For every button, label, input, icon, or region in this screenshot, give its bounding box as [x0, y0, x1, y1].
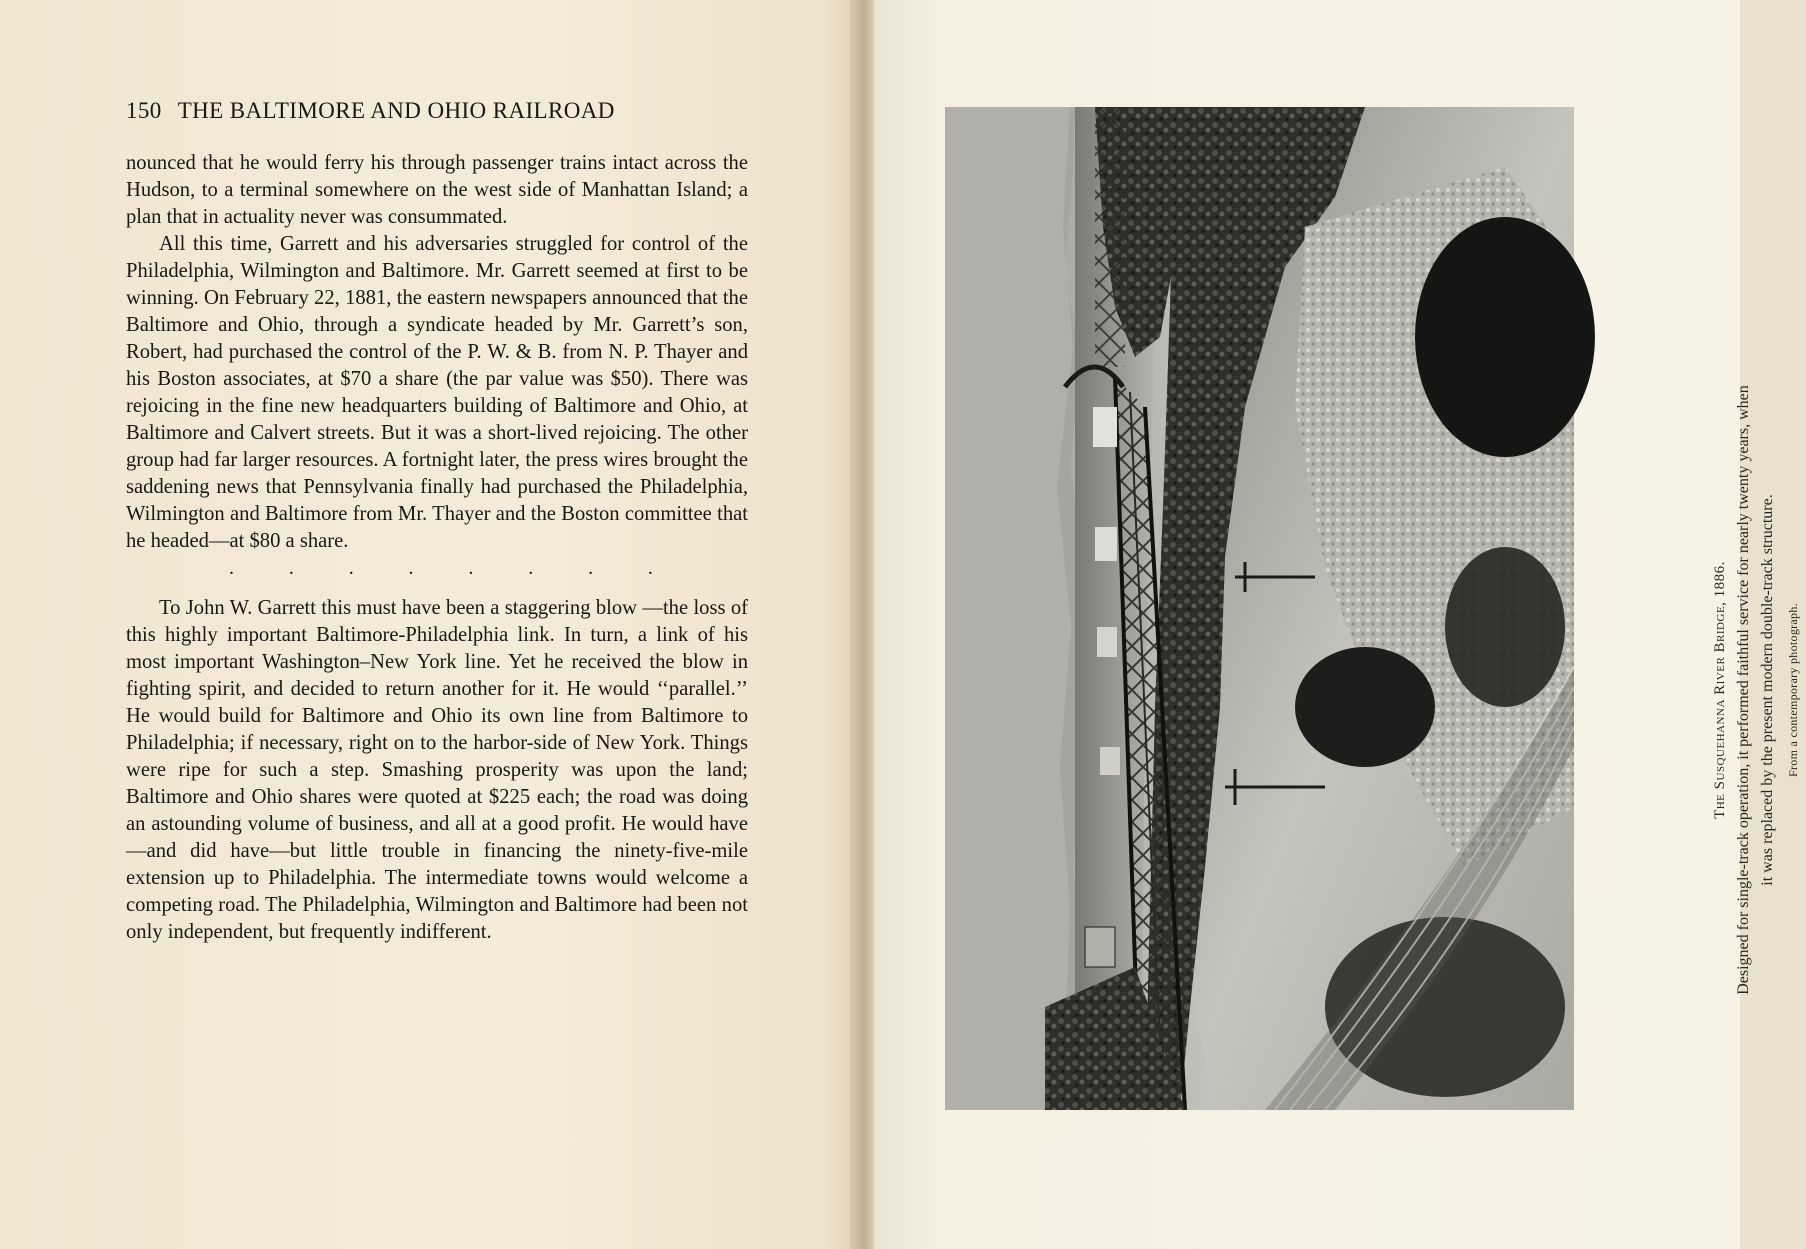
section-break: [229, 557, 653, 579]
caption-line-1: Designed for single-track operation, it performed faithful service for nearly twenty years, when: [1735, 385, 1752, 995]
running-head: [126, 98, 746, 124]
caption-line-2: it was replaced by the present modern double-track structure.: [1759, 494, 1776, 886]
section-break-dot: .: [348, 557, 354, 579]
running-head-title: THE BALTIMORE AND OHIO RAILROAD: [177, 98, 615, 123]
section-break-dot: .: [408, 557, 414, 579]
section-break-dot: .: [647, 557, 653, 579]
caption-title: The Susquehanna River Bridge, 1886.: [1712, 561, 1728, 819]
section-break-dot: .: [468, 557, 474, 579]
body-text: [126, 150, 748, 946]
section-break-dot: .: [288, 557, 294, 579]
left-page: [0, 0, 862, 1249]
bridge-photograph: [945, 107, 1574, 1110]
caption-credit: From a contemporary photograph.: [1786, 603, 1800, 777]
paragraph-3: To John W. Garrett this must have been a staggering blow —the loss of this highly important Baltimore-Philadelphia link. In turn, a link of his most important Washington–New York line. Yet he received the blow in fighting spirit, and decided to return another for it. He would ‘‘parallel.’’ He would build for Baltimore and Ohio its own line from Baltimore to Philadelphia; if necessary, right on to the harbor-side of New York. Things were ripe for such a step. Smashing prosperity was upon the land; Baltimore and Ohio shares were quoted at $225 each; the road was doing an astounding volume of business, and all at a good profit. He would have—and did have—but little trouble in financing the ninety-five-mile extension up to Philadelphia. The intermediate towns would welcome a competing road. The Philadelphia, Wilmington and Baltimore had been not only independent, but frequently indifferent.: [126, 597, 748, 943]
page-number: 150: [126, 98, 162, 123]
section-break-dot: .: [229, 557, 234, 579]
paragraph-1: nounced that he would ferry his through passenger trains intact across the Hudson, to a terminal somewhere on the west side of Manhattan Island; a plan that in actuality never was consummated.: [126, 152, 748, 228]
paragraph-2: All this time, Garrett and his adversaries struggled for control of the Philadelphia, Wilmington and Baltimore. Mr. Garrett seemed at first to be winning. On February 22, 1881, the eastern newspapers announced that the Baltimore and Ohio, through a syndicate headed by Mr. Garrett’s son, Robert, had purchased the control of the P. W. & B. from N. P. Thayer and his Boston associates, at $70 a share (the par value was $50). There was rejoicing in the fine new headquarters building of Baltimore and Ohio, at Baltimore and Calvert streets. But it was a short-lived rejoicing. The other group had far larger resources. A fortnight later, the press wires brought the saddening news that Pennsylvania finally had purchased the Philadelphia, Wilmington and Baltimore from Mr. Thayer and the Boston committee that he headed—at $80 a share.: [126, 233, 748, 552]
photo-caption: [1708, 240, 1806, 1140]
section-break-dot: .: [588, 557, 594, 579]
section-break-dot: .: [528, 557, 534, 579]
